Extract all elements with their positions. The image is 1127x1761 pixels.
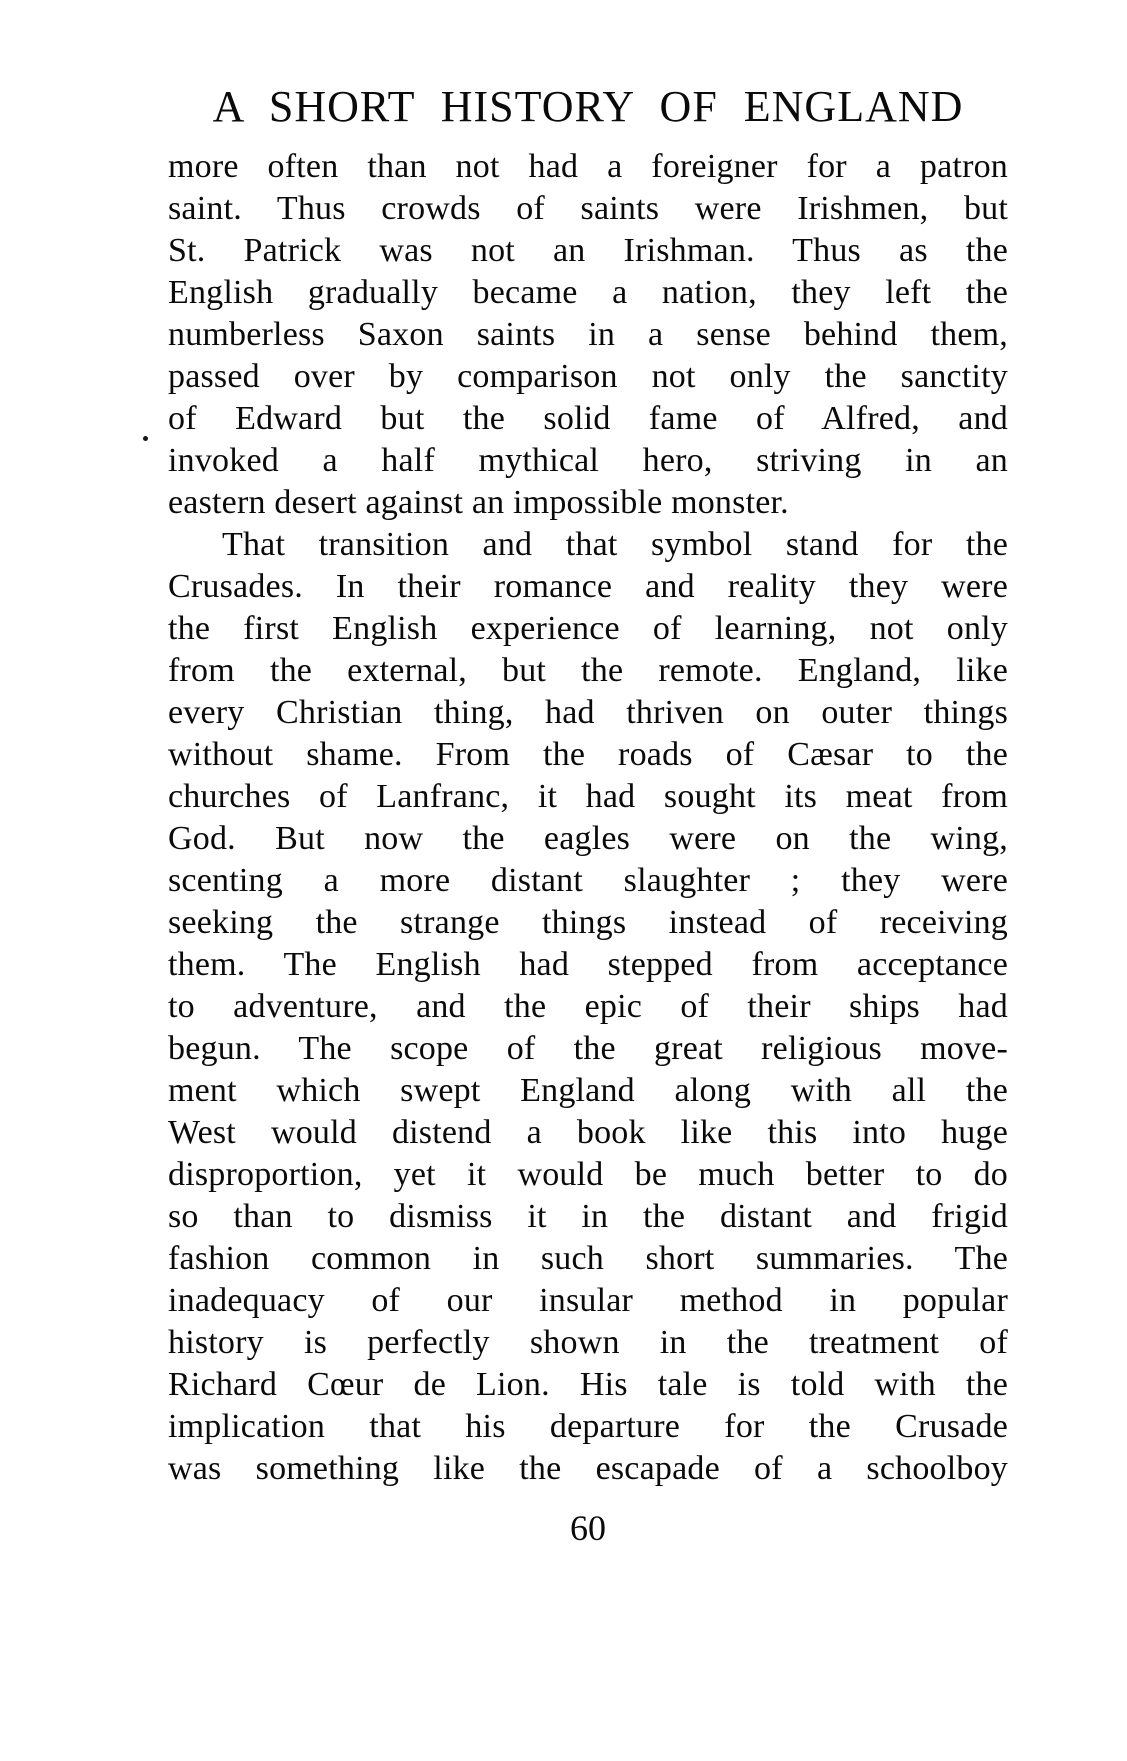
paragraph <box>168 146 1008 524</box>
text-line: every Christian thing, had thriven on outer things <box>168 694 1008 731</box>
text-line: St. Patrick was not an Irishman. Thus as the <box>168 232 1008 269</box>
text-line: Richard Cœur de Lion. His tale is told with the <box>168 1366 1008 1403</box>
text-line: churches of Lanfranc, it had sought its meat from <box>168 778 1008 815</box>
text-line: West would distend a book like this into huge <box>168 1114 1008 1151</box>
text-line: scenting a more distant slaughter ; they were <box>168 862 1008 899</box>
text-line: inadequacy of our insular method in popular <box>168 1282 1008 1319</box>
text-line: from the external, but the remote. England, like <box>168 652 1008 689</box>
text-line: ment which swept England along with all the <box>168 1072 1008 1109</box>
text-line: to adventure, and the epic of their ships had <box>168 988 1008 1025</box>
text-line: passed over by comparison not only the sanctity <box>168 358 1008 395</box>
text-line: That transition and that symbol stand for the <box>222 526 1008 563</box>
text-line: the first English experience of learning, not only <box>168 610 1008 647</box>
running-header: A SHORT HISTORY OF ENGLAND <box>212 82 964 131</box>
text-line: seeking the strange things instead of receiving <box>168 904 1008 941</box>
print-artifact-dot <box>143 436 148 441</box>
text-line: so than to dismiss it in the distant and frigid <box>168 1198 1008 1235</box>
text-line: disproportion, yet it would be much better to do <box>168 1156 1008 1193</box>
text-line: invoked a half mythical hero, striving in an <box>168 442 1008 479</box>
text-line: numberless Saxon saints in a sense behind them, <box>168 316 1008 353</box>
text-line: begun. The scope of the great religious move- <box>168 1030 1008 1067</box>
text-line: implication that his departure for the Crusade <box>168 1408 1008 1445</box>
text-line: them. The English had stepped from acceptance <box>168 946 1008 983</box>
paragraph <box>168 524 1008 1490</box>
text-line: eastern desert against an impossible monster. <box>168 484 789 521</box>
text-line: was something like the escapade of a schoolboy <box>168 1450 1008 1487</box>
text-line: Crusades. In their romance and reality they were <box>168 568 1008 605</box>
text-block <box>168 146 1008 1490</box>
text-line: God. But now the eagles were on the wing, <box>168 820 1008 857</box>
page-number: 60 <box>570 1508 606 1548</box>
text-line: English gradually became a nation, they left the <box>168 274 1008 311</box>
text-line: more often than not had a foreigner for a patron <box>168 148 1008 185</box>
text-line: of Edward but the solid fame of Alfred, and <box>168 400 1008 437</box>
text-line: history is perfectly shown in the treatment of <box>168 1324 1008 1361</box>
text-line: saint. Thus crowds of saints were Irishmen, but <box>168 190 1008 227</box>
text-line: without shame. From the roads of Cæsar to the <box>168 736 1008 773</box>
text-line: fashion common in such short summaries. The <box>168 1240 1008 1277</box>
